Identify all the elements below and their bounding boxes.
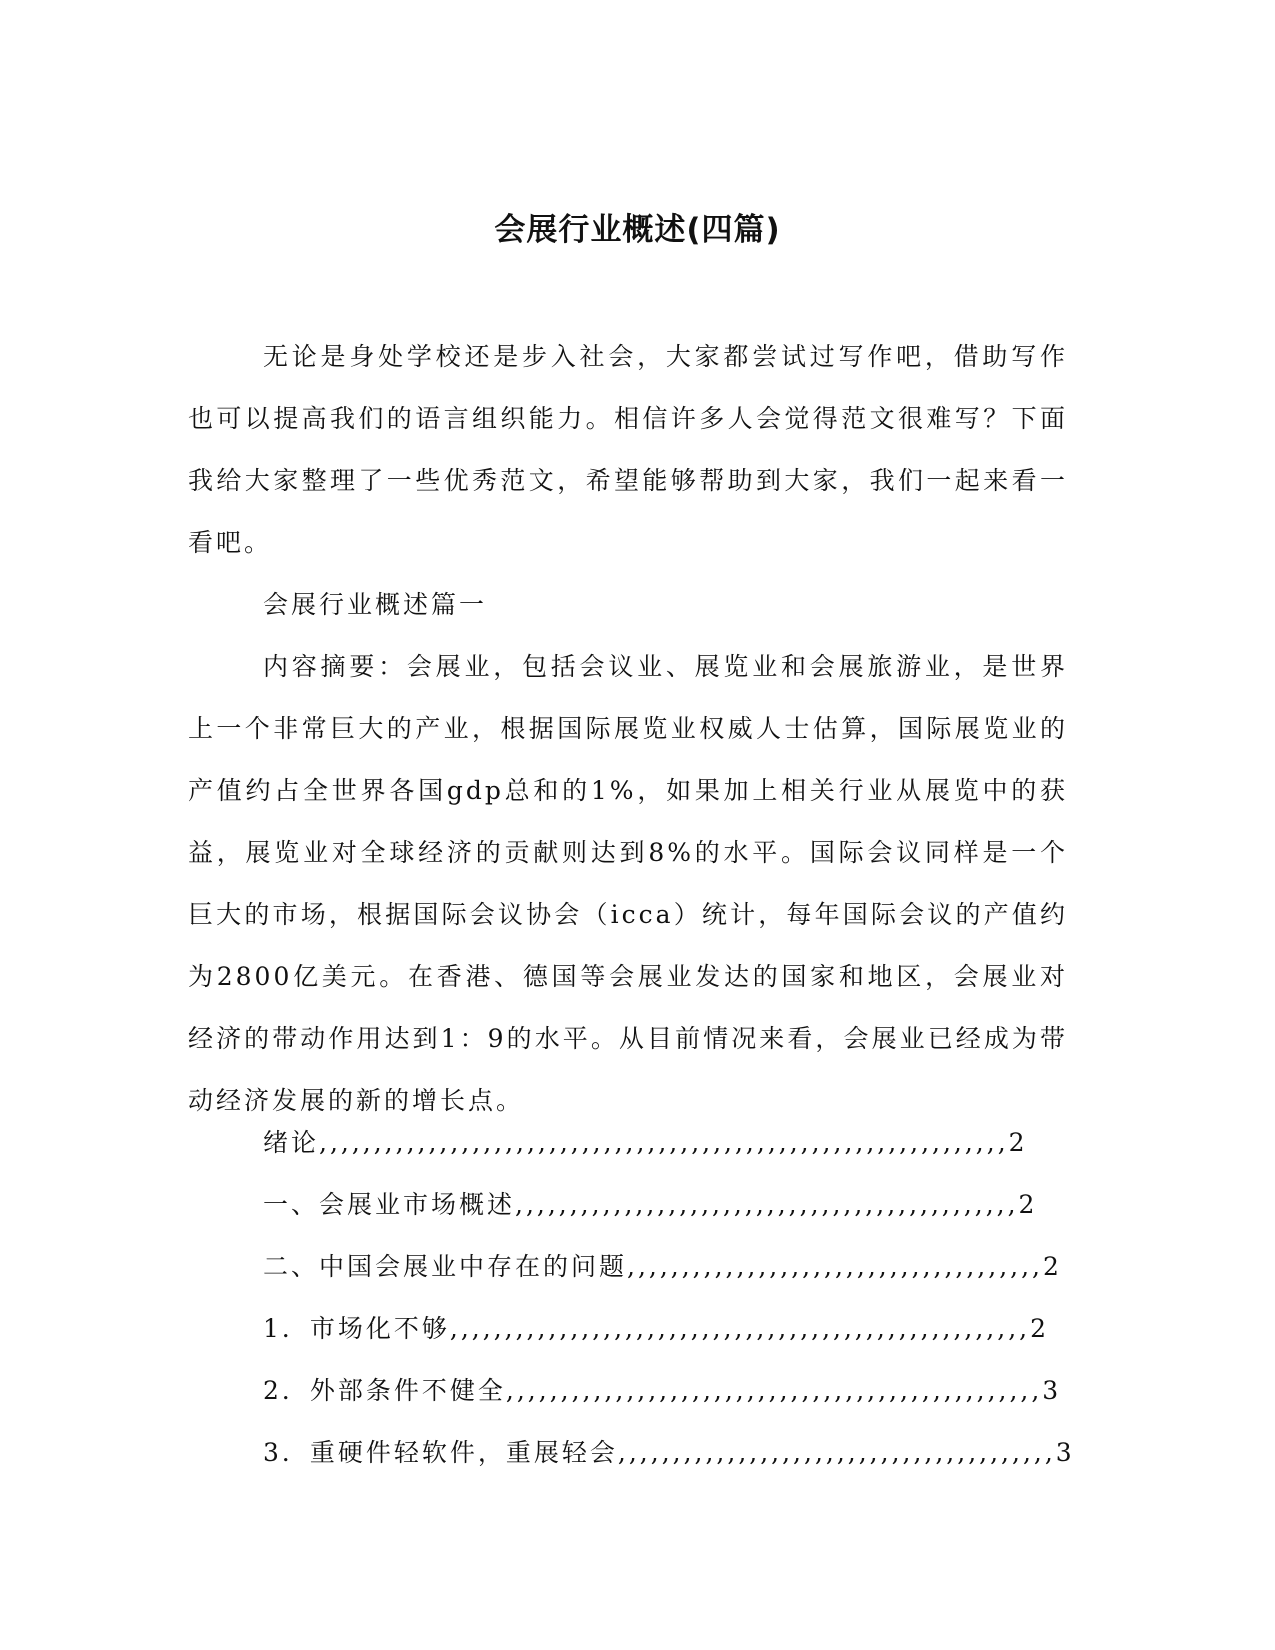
toc-item-hardware-software: 3．重硬件轻软件，重展轻会,,,,,,,,,,,,,,,,,,,,,,,,,,,,,,,,,,,,,,,,3 bbox=[263, 1438, 1075, 1467]
intro-paragraph: 无论是身处学校还是步入社会，大家都尝试过写作吧，借助写作也可以提高我们的语言组织能力。相信许多人会觉得范文很难写？下面我给大家整理了一些优秀范文，希望能够帮助到大家，我们一起来看一看吧。 bbox=[188, 342, 1068, 557]
toc-item-intro: 绪论,,,,,,,,,,,,,,,,,,,,,,,,,,,,,,,,,,,,,,,,,,,,,,,,,,,,,,,,,,,,,,,2 bbox=[263, 1128, 1028, 1157]
toc-item-marketization: 1．市场化不够,,,,,,,,,,,,,,,,,,,,,,,,,,,,,,,,,,,,,,,,,,,,,,,,,,,,,2 bbox=[263, 1314, 1049, 1343]
toc-item-external-conditions: 2．外部条件不健全,,,,,,,,,,,,,,,,,,,,,,,,,,,,,,,,,,,,,,,,,,,,,,,,,3 bbox=[263, 1376, 1062, 1405]
toc-item-problems: 二、中国会展业中存在的问题,,,,,,,,,,,,,,,,,,,,,,,,,,,,,,,,,,,,,,2 bbox=[263, 1252, 1062, 1281]
table-of-contents bbox=[263, 1112, 1075, 1484]
document-body bbox=[188, 326, 1068, 1132]
document-title: 会展行业概述(四篇) bbox=[494, 212, 781, 248]
section-heading: 会展行业概述篇一 bbox=[263, 590, 488, 619]
toc-item-market-overview: 一、会展业市场概述,,,,,,,,,,,,,,,,,,,,,,,,,,,,,,,,,,,,,,,,,,,,,,2 bbox=[263, 1190, 1038, 1219]
abstract-paragraph: 内容摘要：会展业，包括会议业、展览业和会展旅游业，是世界上一个非常巨大的产业，根据国际展览业权威人士估算，国际展览业的产值约占全世界各国gdp总和的1%，如果加上相关行业从展览中的获益，展览业对全球经济的贡献则达到8%的水平。国际会议同样是一个巨大的市场，根据国际会议协会（icca）统计，每年国际会议的产值约为2800亿美元。在香港、德国等会展业发达的国家和地区，会展业对经济的带动作用达到1：9的水平。从目前情况来看，会展业已经成为带动经济发展的新的增长点。 bbox=[188, 652, 1068, 1115]
